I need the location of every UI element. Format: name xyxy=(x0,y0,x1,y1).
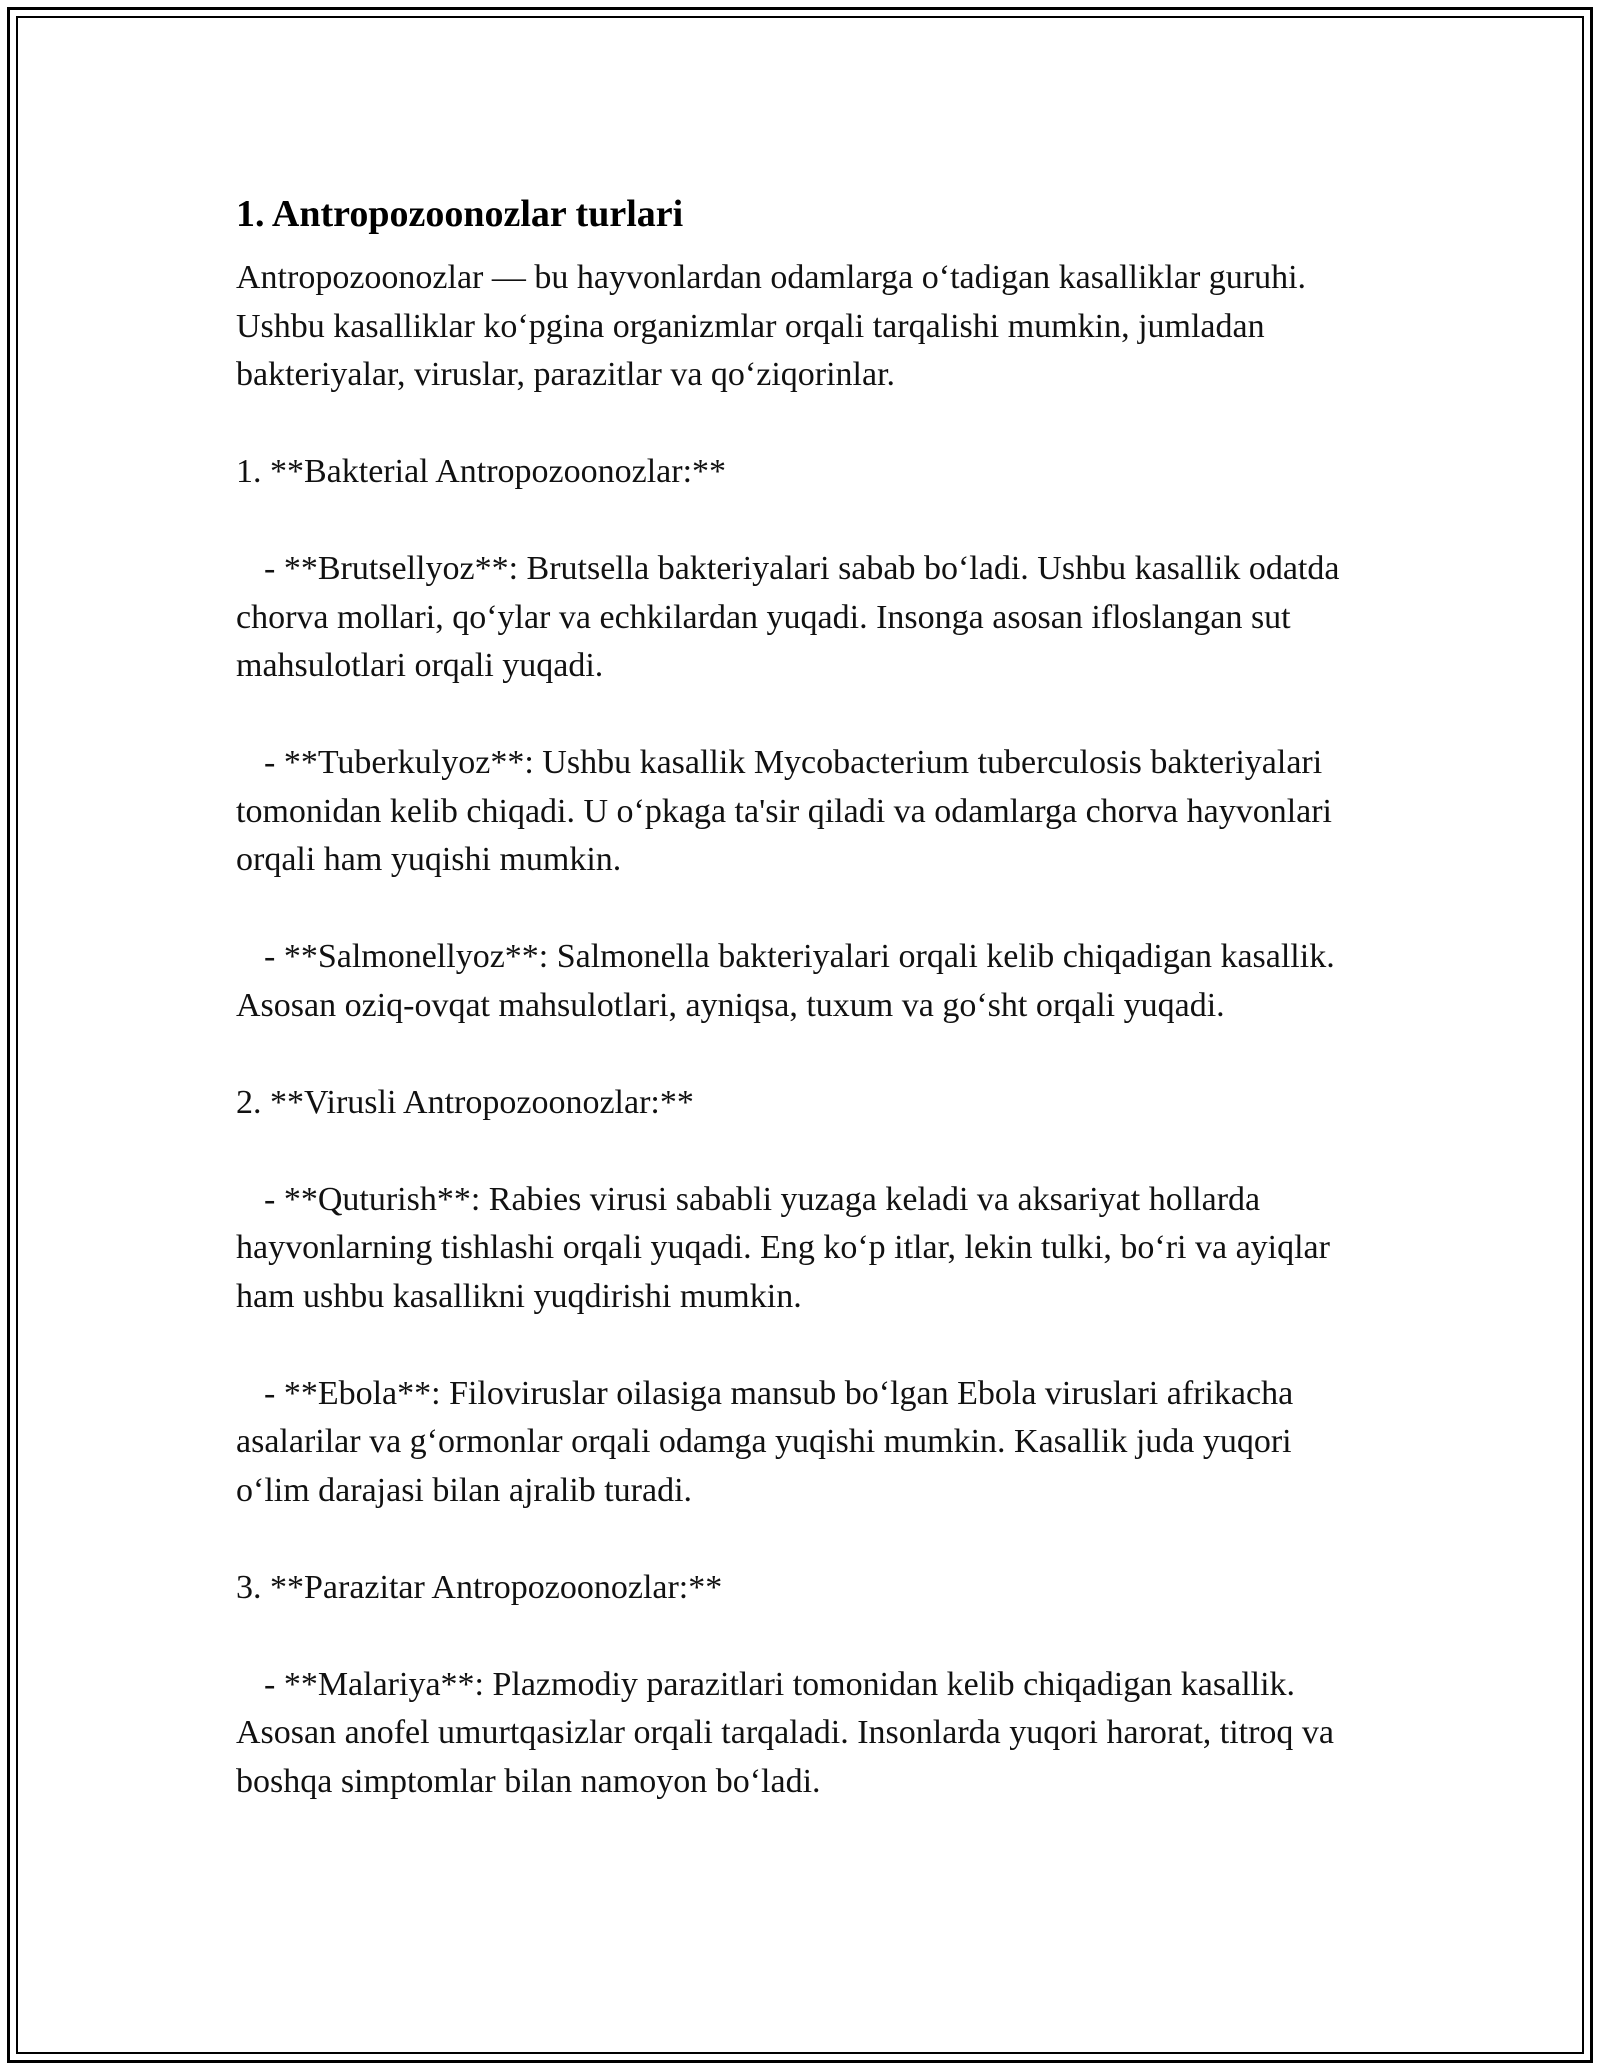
section-heading-bacterial: 1. **Bakterial Antropozoonozlar:** xyxy=(236,453,727,490)
list-item-malariya: - **Malariya**: Plazmodiy parazitlari tomonidan kelib chiqadigan kasallik. Asosan anofel umurtqasizlar orqali tarqaladi. Insonlarda yuqori harorat, titroq va boshqa simptomlar bilan namoyon bo‘ladi. xyxy=(236,1665,1335,1800)
list-item-brutsellyoz: - **Brutsellyoz**: Brutsella bakteriyalari sabab bo‘ladi. Ushbu kasallik odatda chorva mollari, qo‘ylar va echkilardan yuqadi. Insonga asosan ifloslangan sut mahsulotlari orqali yuqadi. xyxy=(236,550,1340,684)
list-item-quturish: - **Quturish**: Rabies virusi sababli yuzaga keladi va aksariyat hollarda hayvonlarning tishlashi orqali yuqadi. Eng ko‘p itlar, lekin tulki, bo‘ri va ayiqlar ham ushbu kasallikni yuqdirishi mumkin. xyxy=(236,1180,1330,1315)
list-item-salmonellyoz: - **Salmonellyoz**: Salmonella bakteriyalari orqali kelib chiqadigan kasallik. Asosan oziq-ovqat mahsulotlari, ayniqsa, tuxum va go‘sht orqali yuqadi. xyxy=(236,938,1335,1024)
intro-paragraph: Antropozoonozlar — bu hayvonlardan odamlarga o‘tadigan kasalliklar guruhi. Ushbu kasalliklar ko‘pgina organizmlar orqali tarqalishi mumkin, jumladan bakteriyalar, viruslar, parazitlar va qo‘ziqorinlar. xyxy=(236,259,1307,393)
section-heading-viral: 2. **Virusli Antropozoonozlar:** xyxy=(236,1083,694,1121)
section-heading-parasitic: 3. **Parazitar Antropozoonozlar:** xyxy=(236,1568,723,1606)
document-title: 1. Antropozoonozlar turlari xyxy=(236,193,684,235)
list-item-tuberkulyoz: - **Tuberkulyoz**: Ushbu kasallik Mycobacterium tuberculosis bakteriyalari tomonidan kelib chiqadi. U o‘pkaga ta'sir qiladi va odamlarga chorva hayvonlari orqali ham yuqishi mumkin. xyxy=(236,744,1333,878)
list-item-ebola: - **Ebola**: Filoviruslar oilasiga mansub bo‘lgan Ebola viruslari afrikacha asalarilar va g‘ormonlar orqali odamga yuqishi mumkin. Kasallik juda yuqori o‘lim darajasi bilan ajralib turadi. xyxy=(236,1374,1294,1509)
document-body xyxy=(236,186,1346,1855)
